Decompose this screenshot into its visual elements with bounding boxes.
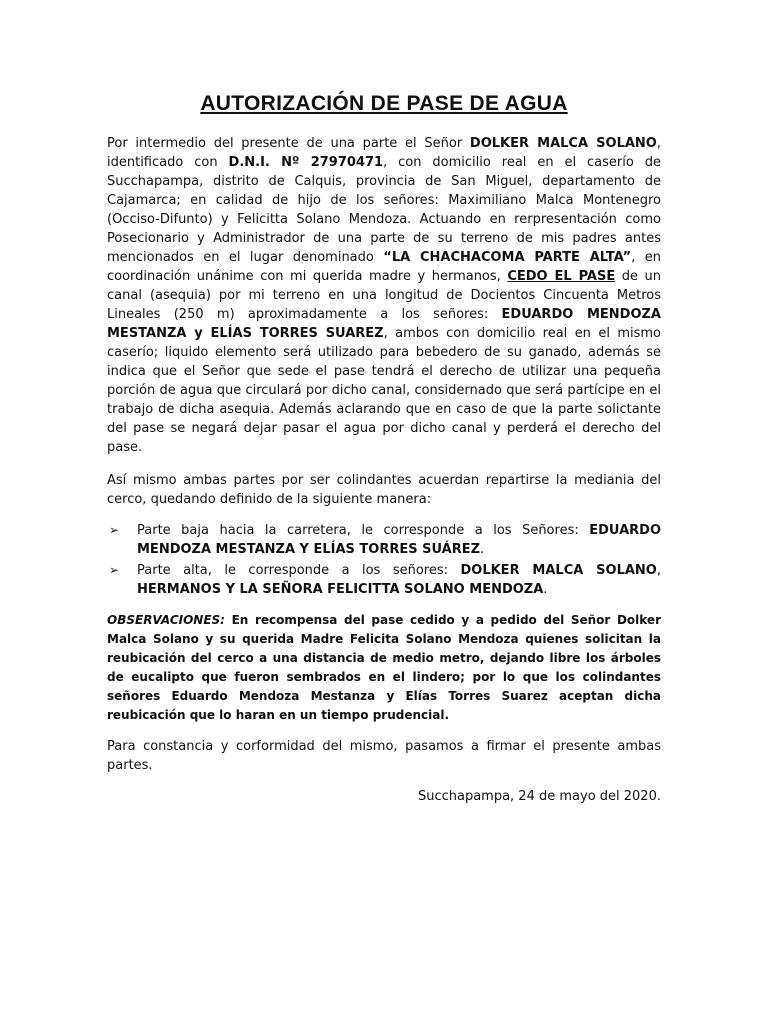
dni-number: D.N.I. Nº 27970471 <box>228 155 384 170</box>
document-title: AUTORIZACIÓN DE PASE DE AGUA <box>200 92 568 115</box>
arrow-bullet-icon: ➢ <box>109 563 120 577</box>
name-dolker: DOLKER MALCA SOLANO <box>469 136 657 151</box>
list-item: ➢ Parte baja hacia la carretera, le corresponde a los Señores: EDUARDO MENDOZA MESTANZA Y ELÍAS TORRES SUÁREZ. <box>109 523 661 557</box>
names-beneficiaries: EDUARDO MENDOZA MESTANZA y ELÍAS TORRES SUAREZ <box>107 307 661 341</box>
paragraph-intro: Por intermedio del presente de una parte el Señor DOLKER MALCA SOLANO, identificado con D.N.I. Nº 27970471, con domicilio real en el caserío de Succhapampa, distrito de Calquis, provincia de San Miguel, departamento de Cajamarca; en calidad de hijo de los señores: Maximiliano Malca Montenegro (Occiso-Difunto) y Felicitta Solano Mendoza. Actuando en rerpresentación como Posecionario y Administrador de una parte de su terreno de mis padres antes mencionados en el lugar denominado “LA CHACHACOMA PARTE ALTA”, en coordinación unánime con mi querida madre y hermanos, CEDO EL PASE de un canal (asequia) por mi terreno en una longitud de Docientos Cincuenta Metros Lineales (250 m) aproximadamente a los señores: EDUARDO MENDOZA MESTANZA y ELÍAS TORRES SUAREZ, ambos con domicilio real en el mismo caserío; liquido elemento será utilizado para bebedero de su ganado, además se indica que el Señor que sede el pase tendrá el derecho de utilizar una pequeña porción de agua que circulará por dicho canal, considernado que será partícipe en el trabajo de dicha asequia. Además aclarando que en caso de que la parte solictante del pase se negará dejar pasar el agua por dicho canal y perderá el derecho del pase. <box>107 136 662 455</box>
place-date: Succhapampa, 24 de mayo del 2020. <box>417 789 661 804</box>
place-name: “LA CHACHACOMA PARTE ALTA” <box>383 250 632 265</box>
cedo-el-pase: CEDO EL PASE <box>507 269 616 284</box>
observations-label: OBSERVACIONES: <box>107 613 225 627</box>
arrow-bullet-icon: ➢ <box>109 523 120 537</box>
observations: OBSERVACIONES: En recompensa del pase cedido y a pedido del Señor Dolker Malca Solano y su querida Madre Felicita Solano Mendoza quienes solicitan la reubicación del cerco a una distancia de medio metro, dejando libre los árboles de eucalipto que fueron sembrados en el lindero; por lo que los colindantes señores Eduardo Mendoza Mestanza y Elías Torres Suarez aceptan dicha reubicación que lo haran en un tiempo prudencial. <box>107 613 661 722</box>
list-item: ➢ Parte alta, le corresponde a los señores: DOLKER MALCA SOLANO, HERMANOS Y LA SEÑORA FELICITTA SOLANO MENDOZA. <box>109 563 661 597</box>
paragraph-agreement: Así mismo ambas partes por ser colindantes acuerdan repartirse la mediania del cerco, quedando definido de la siguiente manera: <box>107 473 661 507</box>
document-body <box>107 134 661 806</box>
paragraph-closing: Para constancia y corformidad del mismo, pasamos a firmar el presente ambas partes. <box>107 739 661 773</box>
division-list <box>107 521 661 599</box>
